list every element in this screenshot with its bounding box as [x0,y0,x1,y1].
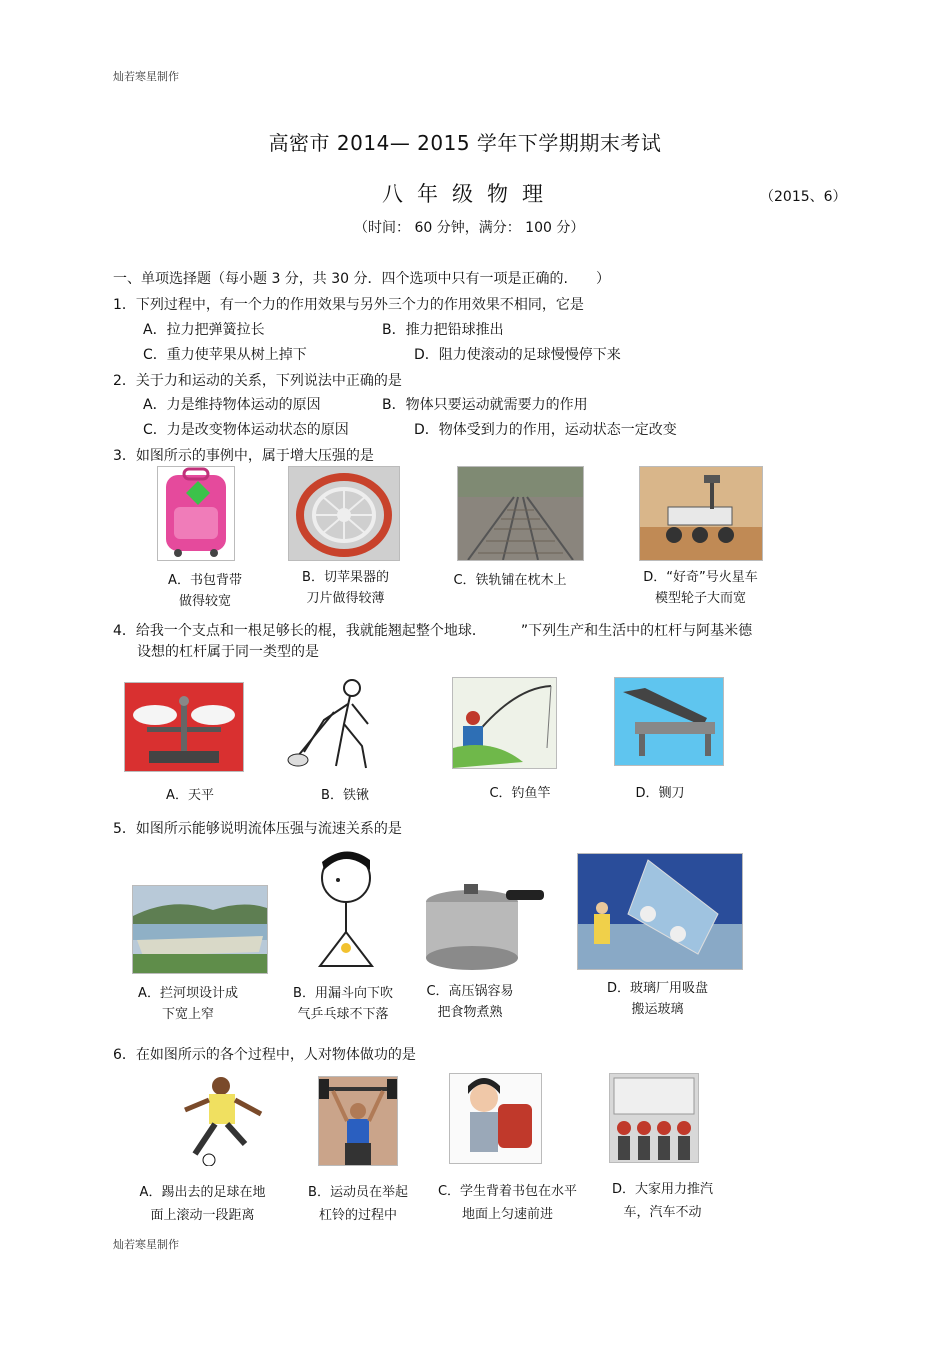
funnel-pingpong-picture [300,848,396,972]
q4-caption-d: D．铡刀 [635,786,685,801]
q2-option-b: B．物体只要运动就需要力的作用 [382,397,588,413]
q6-caption-a: A．踢出去的足球在地 面上滚动一段距离 [139,1185,266,1223]
fishing-rod-picture [452,677,557,769]
q6-caption-c: C．学生背着书包在水平 地面上匀速前进 [437,1184,578,1222]
q1-stem: 1．下列过程中，有一个力的作用效果与另外三个力的作用效果不相同，它是 [113,297,584,313]
exam-title: 高密市 2014— 2015 学年下学期期末考试 [268,131,662,155]
q6-caption-b: B．运动员在举起 杠铃的过程中 [308,1185,408,1223]
q5-caption-c: C．高压锅容易 把食物煮熟 [426,984,514,1020]
shovel-picture [284,676,402,772]
exam-date: （2015、6） [760,189,847,205]
page-header: 灿若寒星制作 [113,70,179,83]
q5-caption-a: A．拦河坝设计成 下宽上窄 [138,986,238,1022]
q3-caption-b: B．切苹果器的 刀片做得较薄 [302,570,389,606]
dam-picture [132,885,268,974]
pressure-cooker-picture [416,880,546,972]
time-info: （时间： 60 分钟，满分： 100 分） [354,220,585,236]
q5-stem: 5．如图所示能够说明流体压强与流速关系的是 [113,821,402,837]
q1-option-c: C．重力使苹果从树上掉下 [143,347,307,363]
q4-caption-a: A．天平 [166,788,214,803]
guillotine-cutter-picture [614,677,724,766]
q5-caption-b: B．用漏斗向下吹 气乒乓球不下落 [293,986,393,1022]
student-backpack-picture [449,1073,542,1164]
q5-caption-d: D．玻璃厂用吸盘 搬运玻璃 [606,981,708,1017]
q3-caption-c: C．铁轨铺在枕木上 [453,573,567,588]
soccer-kick-picture [165,1074,271,1166]
q1-option-b: B．推力把铅球推出 [382,322,504,338]
q3-caption-d: D．“好奇”号火星车 模型轮子大而宽 [643,570,758,606]
page-footer: 灿若寒星制作 [113,1238,179,1251]
q1-option-a: A．拉力把弹簧拉长 [143,322,265,338]
q3-stem: 3．如图所示的事例中，属于增大压强的是 [113,448,374,464]
mars-rover-picture [639,466,763,561]
q2-option-d: D．物体受到力的作用，运动状态一定改变 [414,422,677,438]
q4-caption-c: C．钓鱼竿 [489,786,551,801]
q4-caption-b: B．铁锹 [321,788,369,803]
q6-stem: 6．在如图所示的各个过程中，人对物体做功的是 [113,1047,416,1063]
glass-suction-picture [577,853,743,970]
q2-option-a: A．力是维持物体运动的原因 [143,397,321,413]
q1-option-d: D．阻力使滚动的足球慢慢停下来 [414,347,621,363]
q6-caption-d: D．大家用力推汽 车，汽车不动 [611,1182,713,1220]
subject-title: 八年级物理 [382,182,557,206]
railway-track-picture [457,466,584,561]
section-heading: 一、单项选择题（每小题 3 分，共 30 分．四个选项中只有一项是正确的. ） [113,271,610,287]
weightlifter-picture [318,1076,398,1166]
balance-scale-picture [124,682,244,772]
q4-stem-line2: 设想的杠杆属于同一类型的是 [137,644,319,660]
q3-caption-a: A．书包背带 做得较宽 [168,573,242,609]
q2-option-c: C．力是改变物体运动状态的原因 [143,422,349,438]
push-car-picture [609,1073,699,1163]
backpack-picture [157,466,235,561]
q4-stem-line1: 4．给我一个支点和一根足够长的棍，我就能翘起整个地球． ”下列生产和生活中的杠杆与阿基米德 [113,623,753,639]
q2-stem: 2．关于力和运动的关系，下列说法中正确的是 [113,373,402,389]
apple-slicer-picture [288,466,400,561]
